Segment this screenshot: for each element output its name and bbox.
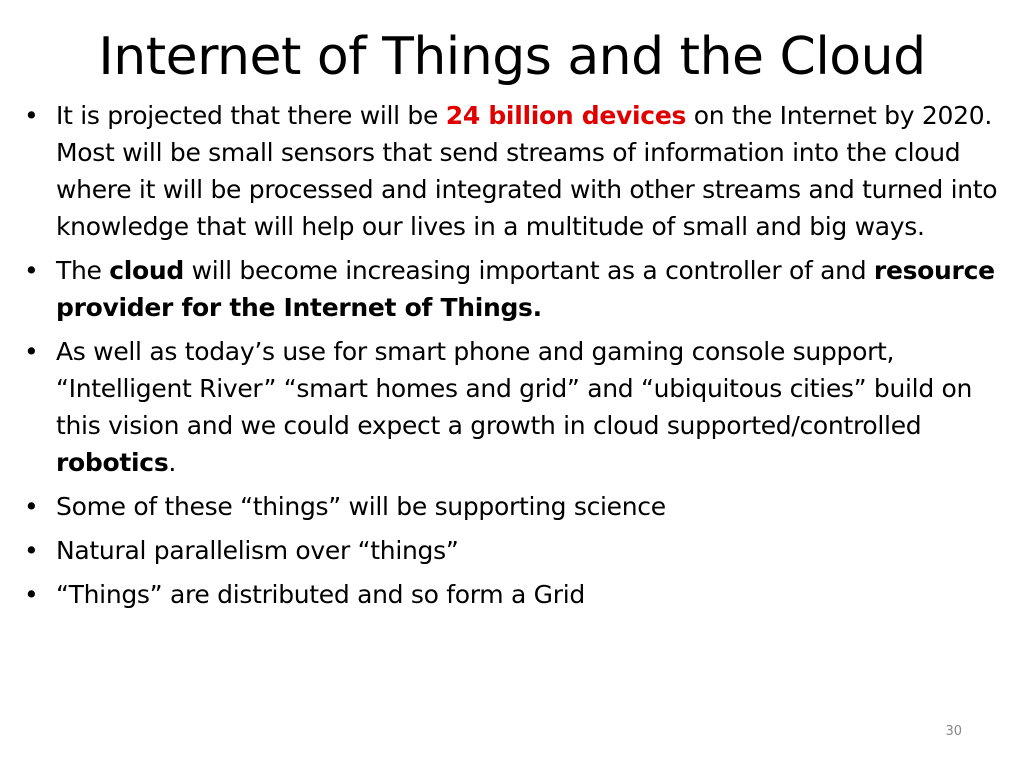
bullet-icon: • [24, 256, 39, 285]
bullet-text: will become increasing important as a controller of and [184, 256, 874, 285]
bullet-text: It is projected that there will be [56, 101, 446, 130]
bullet-icon: • [24, 580, 39, 609]
bullet-natural-parallelism [20, 532, 1010, 569]
bullet-cloud-controller [20, 252, 1010, 326]
slide-title: Internet of Things and the Cloud [98, 27, 926, 87]
bold-resource-provider: resource provider for the Internet of Things. [56, 256, 995, 322]
bold-cloud: cloud [109, 256, 185, 285]
bullet-text: Natural parallelism over “things” [56, 536, 459, 565]
bullet-text: . [168, 448, 177, 477]
bullet-supporting-science [20, 488, 1010, 525]
highlight-24-billion-devices: 24 billion devices [445, 101, 687, 130]
bullet-things-grid [20, 576, 1010, 613]
bullet-text: Some of these “things” will be supporting science [56, 492, 666, 521]
bullet-text: “Things” are distributed and so form a Grid [56, 580, 585, 609]
bullet-text: on the Internet by 2020. Most will be small sensors that send streams of information into the cloud where it will be processed and integrated with other streams and turned into knowledge that will help our lives in a multitude of small and big ways. [56, 101, 998, 241]
bullet-text: As well as today’s use for smart phone and gaming console support, “Intelligent River” “smart homes and grid” and “ubiquitous cities” build on this vision and we could expect a growth in cloud supported/controlled [56, 337, 973, 440]
bullet-icon: • [24, 492, 39, 521]
bullet-list [20, 97, 1010, 620]
bullet-icon: • [24, 337, 39, 366]
bullet-icon: • [24, 101, 39, 130]
bullet-robotics-growth [20, 333, 1010, 481]
bullet-icon: • [24, 536, 39, 565]
page-number: 30 [945, 724, 962, 739]
bullet-text: The [56, 256, 110, 285]
bullet-devices-projection [20, 97, 1010, 245]
bold-robotics: robotics [56, 448, 169, 477]
